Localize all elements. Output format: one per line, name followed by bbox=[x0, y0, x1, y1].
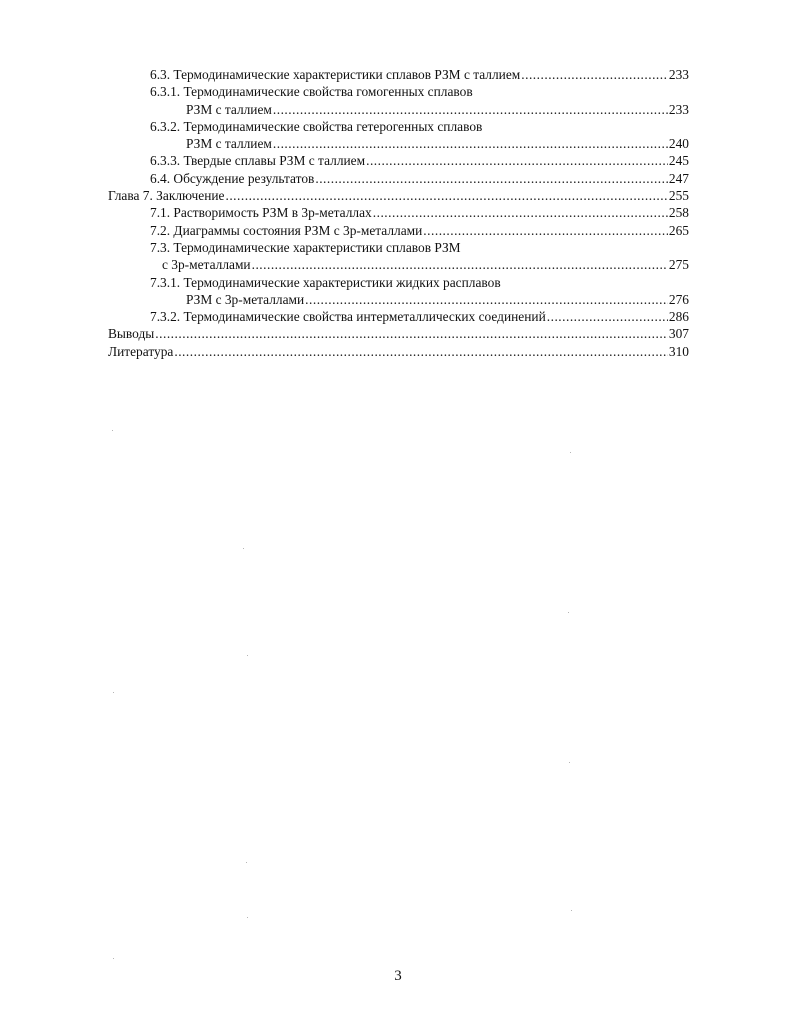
scan-speck bbox=[571, 910, 572, 911]
page-number: 3 bbox=[394, 968, 402, 984]
scan-speck bbox=[113, 958, 114, 959]
scan-speck bbox=[247, 917, 248, 918]
toc-entry-title: РЗМ с таллием bbox=[186, 101, 272, 117]
toc-entry bbox=[0, 343, 796, 360]
toc-entry-title: РЗМ с таллием bbox=[186, 136, 272, 152]
toc-entry-page: 276 bbox=[668, 291, 689, 307]
toc-entry-page: 255 bbox=[668, 188, 689, 204]
scan-speck bbox=[568, 612, 569, 613]
toc-entry-page: 265 bbox=[668, 222, 689, 238]
toc-entry-page: 233 bbox=[668, 67, 689, 82]
toc-dot-leader bbox=[423, 222, 668, 239]
toc-entry-title: с 3р-металлами bbox=[162, 257, 251, 273]
toc-entry-title: РЗМ с 3р-металлами bbox=[186, 291, 305, 307]
toc-entry bbox=[0, 325, 796, 342]
table-of-contents bbox=[0, 66, 796, 360]
toc-entry-page: 286 bbox=[668, 309, 689, 325]
toc-entry bbox=[0, 187, 796, 204]
toc-entry-title: 6.4. Обсуждение результатов bbox=[150, 170, 315, 186]
toc-entry-title: 6.3.1. Термодинамические свойства гомогенных сплавов bbox=[150, 84, 473, 100]
toc-entry-title: 6.3. Термодинамические характеристики сплавов РЗМ с таллием bbox=[150, 67, 521, 82]
scan-speck bbox=[247, 655, 248, 656]
toc-dot-leader bbox=[305, 291, 668, 308]
toc-entry bbox=[0, 204, 796, 221]
toc-entry bbox=[0, 118, 796, 135]
toc-entry-title: 7.3.2. Термодинамические свойства интерметаллических соединений bbox=[150, 309, 546, 325]
toc-entry-page: 240 bbox=[668, 136, 689, 152]
toc-dot-leader bbox=[547, 308, 668, 325]
scan-speck bbox=[569, 762, 570, 763]
toc-entry bbox=[0, 152, 796, 169]
scan-speck bbox=[243, 548, 244, 549]
scan-speck bbox=[570, 452, 571, 453]
toc-entry-title: 7.1. Растворимость РЗМ в 3р-металлах bbox=[150, 205, 372, 221]
toc-entry-page: 307 bbox=[668, 326, 689, 342]
toc-entry-page: 258 bbox=[668, 205, 689, 221]
toc-entry bbox=[0, 83, 796, 100]
toc-entry-page: 247 bbox=[668, 170, 689, 186]
toc-dot-leader bbox=[155, 325, 668, 342]
toc-entry-title: Глава 7. Заключение bbox=[108, 188, 225, 204]
toc-dot-leader bbox=[252, 256, 668, 273]
toc-entry bbox=[0, 101, 796, 118]
toc-entry-title: 7.2. Диаграммы состояния РЗМ с 3р-металлами bbox=[150, 222, 423, 238]
toc-dot-leader bbox=[225, 187, 667, 204]
toc-entry-title: Выводы bbox=[108, 326, 155, 342]
toc-entry-title: 7.3. Термодинамические характеристики сплавов РЗМ bbox=[150, 239, 461, 255]
toc-entry bbox=[0, 291, 796, 308]
toc-entry-title: Литература bbox=[108, 343, 174, 359]
toc-entry-title: 6.3.2. Термодинамические свойства гетерогенных сплавов bbox=[150, 118, 483, 134]
toc-entry bbox=[0, 239, 796, 256]
toc-dot-leader bbox=[373, 204, 668, 221]
toc-dot-leader bbox=[273, 101, 668, 118]
toc-dot-leader bbox=[366, 152, 668, 169]
toc-entry-title: 7.3.1. Термодинамические характеристики жидких расплавов bbox=[150, 274, 501, 290]
toc-entry bbox=[0, 308, 796, 325]
toc-entry-page: 275 bbox=[668, 257, 689, 273]
toc-dot-leader bbox=[174, 343, 668, 360]
toc-entry-page: 245 bbox=[668, 153, 689, 169]
toc-dot-leader bbox=[521, 66, 668, 83]
toc-entry bbox=[0, 170, 796, 187]
toc-entry bbox=[0, 222, 796, 239]
toc-dot-leader bbox=[315, 170, 668, 187]
toc-entry-page: 233 bbox=[668, 101, 689, 117]
toc-entry bbox=[0, 274, 796, 291]
scan-speck bbox=[246, 862, 247, 863]
toc-dot-leader bbox=[273, 135, 668, 152]
toc-entry-title: 6.3.3. Твердые сплавы РЗМ с таллием bbox=[150, 153, 366, 169]
toc-entry bbox=[0, 135, 796, 152]
scan-speck bbox=[112, 430, 113, 431]
scan-speck bbox=[113, 692, 114, 693]
toc-entry-page: 310 bbox=[668, 343, 689, 359]
toc-entry bbox=[0, 66, 796, 83]
toc-entry bbox=[0, 256, 796, 273]
